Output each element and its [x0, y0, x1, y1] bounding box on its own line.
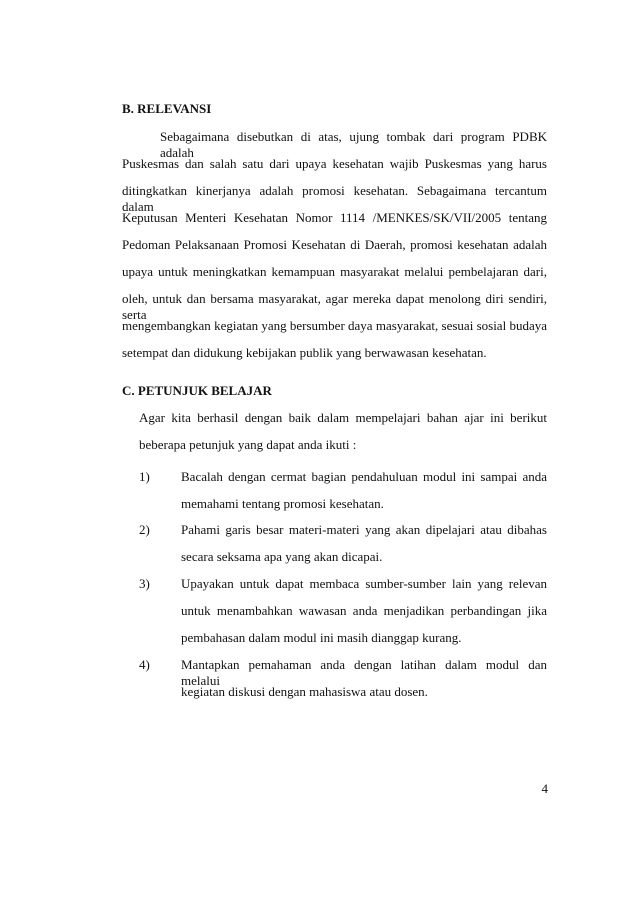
section-b-line-4: Keputusan Menteri Kesehatan Nomor 1114 /MENKES/SK/VII/2005 tentang: [122, 210, 547, 225]
list-item-2-line-2: secara seksama apa yang akan dicapai.: [181, 549, 383, 564]
list-item-number-3: 3): [139, 576, 150, 591]
list-item-2-line-1: Pahami garis besar materi-materi yang akan dipelajari atau dibahas: [181, 522, 547, 537]
section-c-heading: C. PETUNJUK BELAJAR: [122, 383, 272, 398]
list-item-3-line-3: pembahasan dalam modul ini masih dianggap kurang.: [181, 630, 462, 645]
list-item-1-line-2: memahami tentang promosi kesehatan.: [181, 496, 384, 511]
list-item-number-1: 1): [139, 469, 150, 484]
section-c-intro-line-2: beberapa petunjuk yang dapat anda ikuti :: [139, 437, 357, 452]
section-c-intro-line-1: Agar kita berhasil dengan baik dalam mempelajari bahan ajar ini berikut: [139, 410, 547, 425]
section-b-heading: B. RELEVANSI: [122, 101, 212, 116]
section-b-line-8: mengembangkan kegiatan yang bersumber daya masyarakat, sesuai sosial budaya: [122, 318, 547, 333]
section-b-line-6: upaya untuk meningkatkan kemampuan masyarakat melalui pembelajaran dari,: [122, 264, 547, 279]
list-item-4-line-2: kegiatan diskusi dengan mahasiswa atau dosen.: [181, 684, 428, 699]
list-item-4-line-1: Mantapkan pemahaman anda dengan latihan dalam modul dan melalui: [181, 657, 547, 688]
list-item-number-4: 4): [139, 657, 150, 672]
section-b-line-1: Sebagaimana disebutkan di atas, ujung tombak dari program PDBK adalah: [160, 129, 547, 160]
section-b-line-7: oleh, untuk dan bersama masyarakat, agar mereka dapat menolong diri sendiri, serta: [122, 291, 547, 322]
list-item-number-2: 2): [139, 522, 150, 537]
section-b-line-2: Puskesmas dan salah satu dari upaya kesehatan wajib Puskesmas yang harus: [122, 156, 547, 171]
list-item-3-line-2: untuk menambahkan wawasan anda menjadikan perbandingan jika: [181, 603, 547, 618]
section-b-line-3: ditingkatkan kinerjanya adalah promosi kesehatan. Sebagaimana tercantum dalam: [122, 183, 547, 214]
section-b-line-5: Pedoman Pelaksanaan Promosi Kesehatan di Daerah, promosi kesehatan adalah: [122, 237, 547, 252]
page-number: 4: [541, 781, 548, 796]
list-item-3-line-1: Upayakan untuk dapat membaca sumber-sumber lain yang relevan: [181, 576, 547, 591]
section-b-line-9: setempat dan didukung kebijakan publik yang berwawasan kesehatan.: [122, 345, 487, 360]
list-item-1-line-1: Bacalah dengan cermat bagian pendahuluan modul ini sampai anda: [181, 469, 547, 484]
